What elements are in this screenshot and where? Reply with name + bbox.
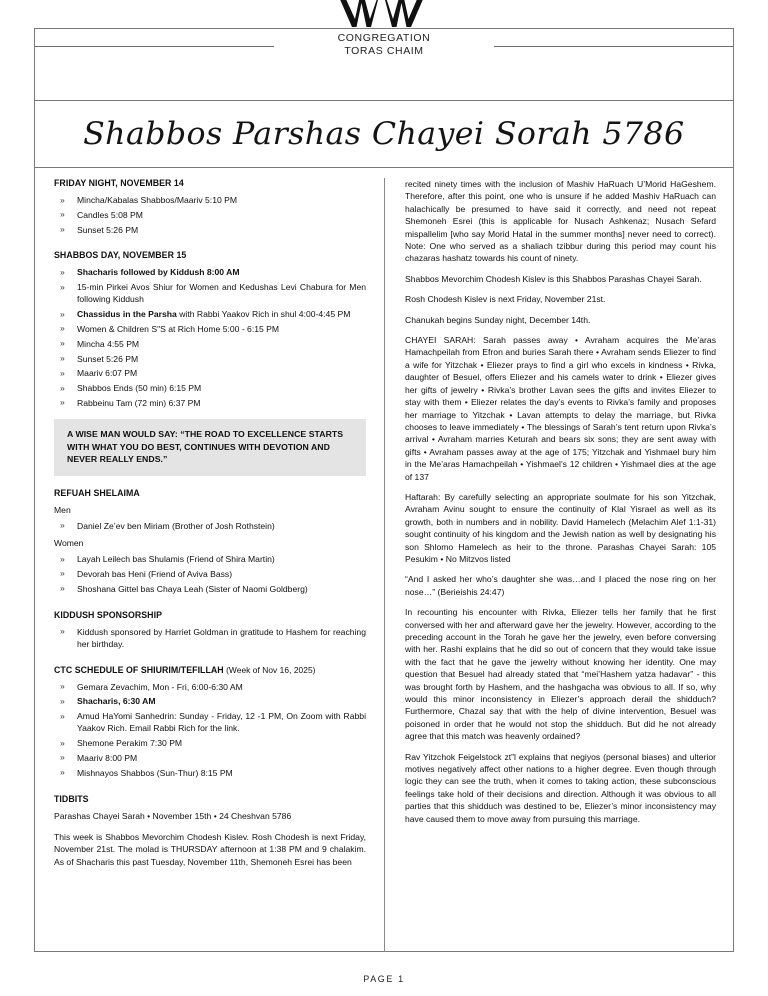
list-item-bold: Chassidus in the Parsha [77,309,177,320]
list-item: » Kiddush sponsored by Harriet Goldman in gratitude to Hashem for reaching her birthday. [54,626,366,650]
list-item: » Layah Leilech bas Shulamis (Friend of Shira Martin) [54,553,366,565]
section-heading-shabbos-day: SHABBOS DAY, NOVEMBER 15 [54,250,187,261]
refuah-women-list [54,553,366,595]
list-item-text: Mincha 4:55 PM [77,338,140,349]
list-item [54,308,366,320]
list-item [54,266,366,278]
note-rosh-chodesh: Rosh Chodesh Kislev is next Friday, November 21st. [405,294,606,305]
list-item [54,681,366,693]
list-item [54,397,366,409]
tidbits-body: This week is Shabbos Mevorchim Chodesh Kislev. Rosh Chodesh is next Friday, November 21st. The molad is THURSDAY afternoon at 1:38 PM and 9 chalakim. As of Shacharis this past Tuesday, November 11th, Shemoneh Esrei has been [54,831,366,867]
tidbits-subtitle: Parashas Chayei Sarah • November 15th • 24 Cheshvan 5786 [54,810,292,821]
list-item [54,737,366,749]
note-chanukah: Chanukah begins Sunday night, December 14th. [405,314,591,325]
list-item [54,382,366,394]
list-item-text: with Rabbi Yaakov Rich in shul 4:00-4:45 PM [176,309,351,320]
shabbos-day-list [54,266,366,409]
section-heading-refuah-shelaima: REFUAH SHELAIMA [54,487,140,498]
list-item: » Shoshana Gittel bas Chaya Leah (Sister of Naomi Goldberg) [54,583,366,595]
list-item-text: Rabbeinu Tam (72 min) 6:37 PM [77,397,201,408]
list-item-text: Shabbos Ends (50 min) 6:15 PM [77,383,202,394]
section-heading-ctc-schedule [54,665,366,676]
friday-night-list [54,194,366,236]
ctc-schedule-week-note: (Week of Nov 16, 2025) [223,664,316,675]
page-footer: PAGE 1 [363,974,405,984]
list-item-text: Sunset 5:26 PM [77,353,139,364]
refuah-women-label: Women [54,538,84,549]
org-name-line1: CONGREGATION [337,32,431,44]
list-item [54,367,366,379]
list-item-text: Amud HaYomi Sanhedrin: Sunday - Friday, 12 -1 PM, On Zoom with Rabbi Yaakov Rich. Email Rabbi Rich for the link. [77,711,366,734]
list-item [54,695,366,707]
list-item [54,323,366,335]
list-item: » Devorah bas Heni (Friend of Aviva Bass) [54,568,366,580]
haftarah-summary: Haftarah: By carefully selecting an appropriate soulmate for his son Yitzchak, Avraham Avinu sought to ensure the continuity of Klal Yisrael as well as its growth, both in numbers and in nobility. David Hamelech (Melachim Alef 1:1-31) sought continuity of his kingdom and the Jewish nation as well by designating his son Shlomo Hamelech as heir to the throne. Parashas Chayei Sarah: 105 Pesukim • No Mitzvos listed [405,491,716,564]
list-item [54,767,366,779]
parsha-summary: CHAYEI SARAH: Sarah passes away • Avraham acquires the Me’aras Hamachpeilah from Efron and buries Sarah there • Avraham sends Eliezer to find a wife for Yitzchak • Eliezer prays to find a girl who excels in kindness • Rivka, daughter of Besuel, offers Eliezer and his camels water to drink • Eliezer gives her gifts of jewelry • Rivka’s brother Lavan sees the gifts and invites Eliezer to stay with them • Eliezer relates the day’s events to Rivka’s family and proposes her marriage to Yitzchak • Lavan attempts to delay the marriage, but Rivka chooses to leave immediately • The blessings of Sarah’s tent return upon Rivka’s arrival • Avraham marries Keturah and bears six sons; they are sent away with gifts • Avraham passes away at the age of 175; Yitzchak and Yishmael bury him in the Me’aras Hamachpeilah • Yishmael’s 12 children • Yishmael dies at the age of 137 [405,335,716,482]
right-column [384,178,734,952]
list-item [54,281,366,305]
list-item-text: Maariv 6:07 PM [77,368,138,379]
list-item-text: Gemara Zevachim, Mon - Fri, 6:00-6:30 AM [77,681,243,692]
section-heading-kiddush-sponsorship: KIDDUSH SPONSORSHIP [54,609,162,620]
list-item: » Mincha/Kabalas Shabbos/Maariv 5:10 PM [54,194,366,206]
section-heading-tidbits: TIDBITS [54,793,89,804]
refuah-men-list [54,520,366,532]
wise-man-quote-box: A WISE MAN WOULD SAY: “THE ROAD TO EXCELLENCE STARTS WITH WHAT YOU DO BEST, CONTINUES WITH DEVOTION AND NEVER REALLY ENDS.” [54,419,366,476]
list-item [54,710,366,734]
list-item-text: Shemone Perakim 7:30 PM [77,738,183,749]
ctc-schedule-list [54,681,366,779]
pasuk-quote: “And I asked her who’s daughter she was…and I placed the nose ring on her nose…” (Berieishis 24:47) [405,574,716,597]
org-name-line2: TORAS CHAIM [344,44,424,57]
list-item-text: Women & Children S"S at Rich Home 5:00 - 6:15 PM [77,323,280,334]
list-item-bold: Shacharis followed by Kiddush 8:00 AM [77,267,240,278]
left-column [34,178,384,952]
note-shabbos-mevorchim: Shabbos Mevorchim Chodesh Kislev is this Shabbos Parashas Chayei Sarah. [405,273,702,284]
list-item-text: 15-min Pirkei Avos Shiur for Women and Kedushas Levi Chabura for Men following Kiddush [77,282,366,305]
page-title: Shabbos Parshas Chayei Sorah 5786 [83,116,685,152]
section-heading-friday-night: FRIDAY NIGHT, NOVEMBER 14 [54,178,184,188]
list-item-text: Maariv 8:00 PM [77,752,138,763]
tidbits-continuation: recited ninety times with the inclusion of Mashiv HaRuach U’Morid HaGeshem. Therefore, after this point, one who is unsure if he added Mashiv HaRuach can halachically be presumed to have said it correctly, and need not repeat Shemoneh Esrei (this is applicable for Nusach Ashkenaz; Nusach Sefard mispallelim [who say Morid Hatal in the summer months] never need to correct). Note: One who served as a shaliach tzibbur during this period may count his chazaras hashatz towards his count of ninety. [405,179,716,264]
refuah-men-label: Men [54,504,71,515]
list-item [54,353,366,365]
list-item: » Candles 5:08 PM [54,209,366,221]
list-item: » Daniel Ze’ev ben Miriam (Brother of Josh Rothstein) [54,520,366,532]
list-item: » Sunset 5:26 PM [54,224,366,236]
body-columns [34,168,734,952]
crown-icon [329,0,439,30]
list-item-text: Mishnayos Shabbos (Sun-Thur) 8:15 PM [77,767,233,778]
kiddush-sponsorship-list [54,626,366,650]
list-item [54,752,366,764]
list-item-bold: Shacharis, 6:30 AM [77,696,156,707]
list-item [54,338,366,350]
dvar-torah-paragraph-1: In recounting his encounter with Rivka, Eliezer tells her family that he first conversed with her and afterward gave her the jewelry. However, according to the preceding account in the Torah he gave her the jewelry, even before conversing with her. Rashi explains that he did so out of concern that they would take issue with the fact that he gave the jewelry without knowing her identity. One may question that Besuel had already stated that “mei’Hashem yatza hadavar” - this was brought forth by Hashem, and the hashgacha was obvious to all. If so, why would this minor inconsistency in Eliezer’s approach derail the shidduch? Furthermore, Chazal say that with the help of divine intervention, Besuel was poisoned in order that he would not stop the shidduch. But did he not already agree that this match was heavenly ordained? [405,607,716,742]
ctc-schedule-main: CTC SCHEDULE OF SHIURIM/TEFILLAH [54,664,224,675]
dvar-torah-paragraph-2: Rav Yitzchok Feigelstock zt”l explains that negiyos (personal biases) and ulterior motives negatively affect other nations to a higher degree. Even though through logic they can see the truth, when it comes to taking action, these subconscious feelings take hold of their decisions and direction. Although it was obvious to all parties that this shidduch was destined to be, Eliezer’s minor inconsistency may have caused them to move away from pursuing this marriage. [405,751,716,824]
